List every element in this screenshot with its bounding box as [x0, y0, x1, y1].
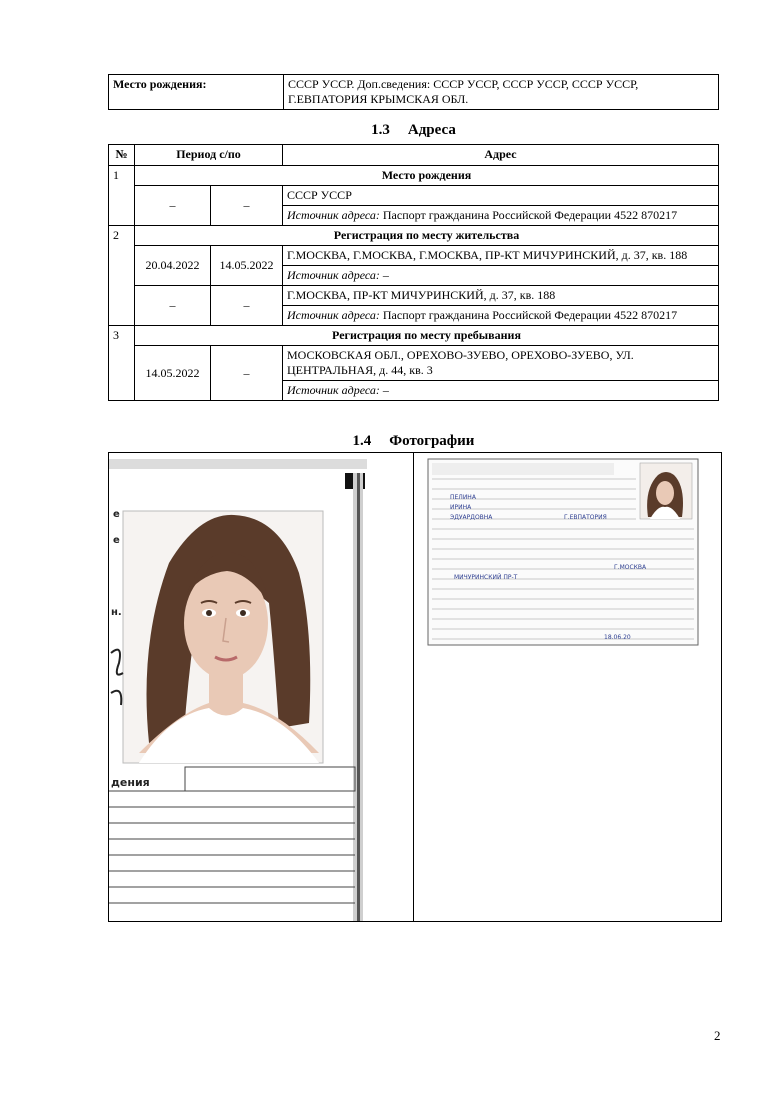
group-2-title: Регистрация по месту жительства [135, 226, 719, 246]
entry-2-2-to: – [211, 286, 283, 326]
passport-scan-fragment [109, 453, 413, 921]
registration-form-scan [414, 453, 721, 921]
form-city: Г.МОСКВА [614, 564, 647, 571]
birth-place-label: Место рождения: [109, 75, 284, 110]
photo-cell-right [414, 453, 722, 922]
entry-2-2-source [283, 306, 719, 326]
form-date: 18.06.20 [604, 634, 631, 641]
entry-2-2-address: Г.МОСКВА, ПР-КТ МИЧУРИНСКИЙ, д. 37, кв. 188 [283, 286, 719, 306]
photos-section-number: 1.4 [352, 433, 372, 449]
addresses-section-number: 1.3 [371, 122, 390, 138]
group-2-number: 2 [109, 226, 135, 326]
addresses-section-title [108, 122, 719, 139]
svg-text:е: е [113, 535, 120, 546]
group-1-number: 1 [109, 166, 135, 226]
form-surname: ПЕЛИНА [450, 494, 476, 501]
entry-2-2-source-value: Паспорт гражданина Российской Федерации 4522 870217 [382, 308, 678, 322]
birth-place-table [108, 74, 719, 110]
entry-3-1-source [283, 381, 719, 401]
entry-2-1-source-value: – [382, 268, 389, 282]
entry-1-1-source-value: Паспорт гражданина Российской Федерации 4522 870217 [382, 208, 678, 222]
entry-2-1-source [283, 266, 719, 286]
svg-text:н.: н. [111, 607, 122, 618]
passport-scan-image [109, 453, 413, 921]
header-period: Период с/по [135, 145, 283, 166]
group-3-number: 3 [109, 326, 135, 401]
source-label: Источник адреса: [287, 383, 380, 397]
entry-1-1-from: – [135, 186, 211, 226]
form-patronymic: ЭДУАРДОВНА [450, 514, 493, 521]
form-street: МИЧУРИНСКИЙ ПР-Т [454, 574, 518, 581]
source-label: Источник адреса: [287, 308, 380, 322]
header-address: Адрес [283, 145, 719, 166]
entry-3-1-to: – [211, 346, 283, 401]
photos-section-label: Фотографии [389, 433, 475, 449]
entry-3-1-address: МОСКОВСКАЯ ОБЛ., ОРЕХОВО-ЗУЕВО, ОРЕХОВО-ЗУЕВО, УЛ. ЦЕНТРАЛЬНАЯ, д. 44, кв. 3 [283, 346, 719, 381]
scan-fragment-label: дения [111, 776, 150, 789]
addresses-section-label: Адреса [407, 122, 456, 138]
form-name: ИРИНА [450, 504, 472, 511]
entry-1-1-source [283, 206, 719, 226]
entry-2-1-to: 14.05.2022 [211, 246, 283, 286]
entry-1-1-to: – [211, 186, 283, 226]
group-1-title: Место рождения [135, 166, 719, 186]
page-number: 2 [714, 1028, 721, 1043]
addresses-table [108, 144, 719, 401]
entry-3-1-from: 14.05.2022 [135, 346, 211, 401]
photos-section-title [108, 433, 719, 450]
entry-2-1-address: Г.МОСКВА, Г.МОСКВА, Г.МОСКВА, ПР-КТ МИЧУРИНСКИЙ, д. 37, кв. 188 [283, 246, 719, 266]
svg-text:е: е [113, 509, 120, 520]
header-no: № [109, 145, 135, 166]
source-label: Источник адреса: [287, 208, 380, 222]
form-birthplace: Г.ЕВПАТОРИЯ [564, 514, 607, 521]
entry-1-1-address: СССР УССР [283, 186, 719, 206]
entry-3-1-source-value: – [382, 383, 389, 397]
photos-table [108, 452, 722, 922]
source-label: Источник адреса: [287, 268, 380, 282]
group-3-title: Регистрация по месту пребывания [135, 326, 719, 346]
entry-2-2-from: – [135, 286, 211, 326]
photo-cell-left [109, 453, 414, 922]
entry-2-1-from: 20.04.2022 [135, 246, 211, 286]
birth-place-value: СССР УССР. Доп.сведения: СССР УССР, СССР УССР, СССР УССР, Г.ЕВПАТОРИЯ КРЫМСКАЯ ОБЛ. [284, 75, 719, 110]
